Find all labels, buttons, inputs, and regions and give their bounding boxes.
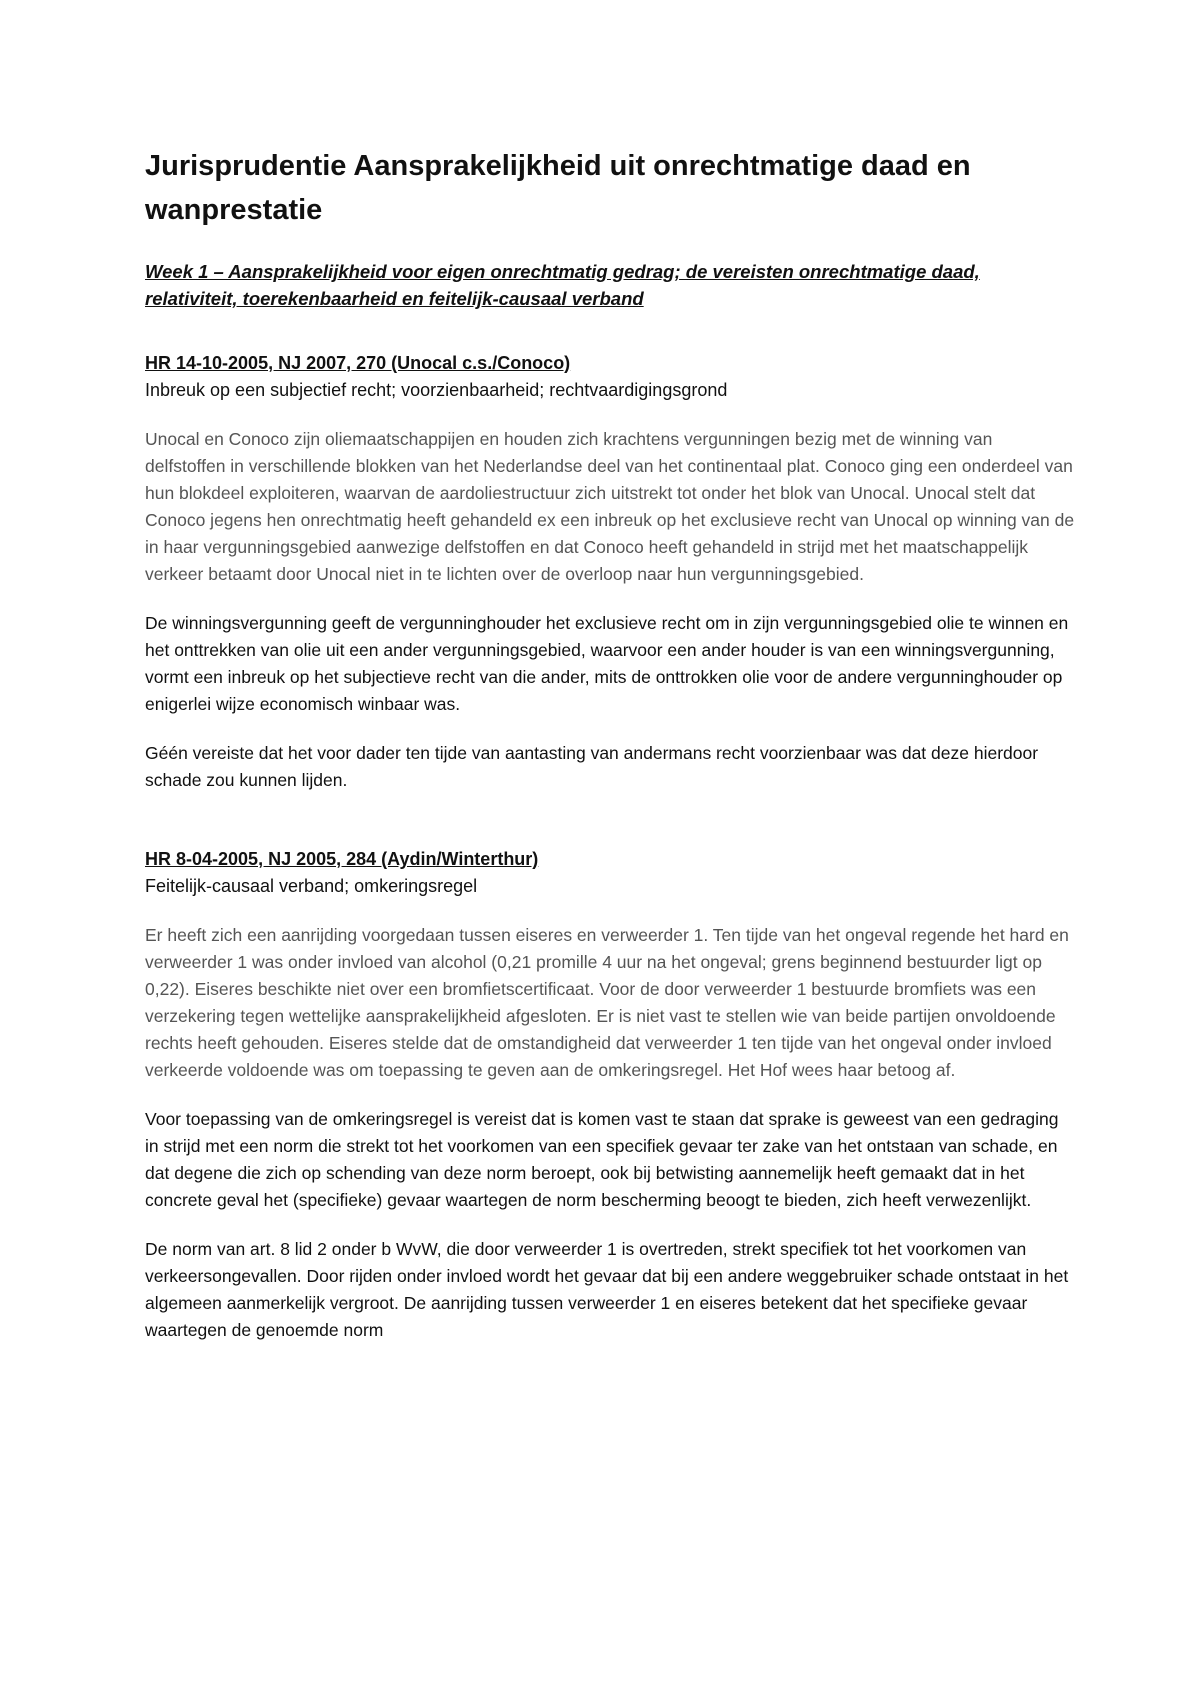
document-content [145,144,1075,1344]
case-holding: De norm van art. 8 lid 2 onder b WvW, die door verweerder 1 is overtreden, strekt specifiek tot het voorkomen van verkeersongevallen. Door rijden onder invloed wordt het gevaar dat bij een andere weggebruiker schade ontstaat in het algemeen aanmerkelijk vergroot. De aanrijding tussen verweerder 1 en eiseres betekent dat het specifieke gevaar waartegen de genoemde norm [145,1239,1069,1340]
case-title: HR 14-10-2005, NJ 2007, 270 (Unocal c.s./Conoco) [145,353,571,373]
case-holding: Voor toepassing van de omkeringsregel is vereist dat is komen vast te staan dat sprake is geweest van een gedraging in strijd met een norm die strekt tot het voorkomen van een specifiek gevaar ter zake van het ontstaan van schade, en dat degene die zich op schending van deze norm beroept, ook bij betwisting aannemelijk heeft gemaakt dat in het concrete geval het (specifieke) gevaar waartegen de norm bescherming beoogt te bieden, zich heeft verwezenlijkt. [145,1109,1059,1210]
case-subtitle: Feitelijk-causaal verband; omkeringsregel [145,876,478,896]
document-title: Jurisprudentie Aansprakelijkheid uit onrechtmatige daad en wanprestatie [145,150,971,226]
week-heading: Week 1 – Aansprakelijkheid voor eigen onrechtmatig gedrag; de vereisten onrechtmatige daad, relativiteit, toerekenbaarheid en feitelijk-causaal verband [145,261,980,309]
case-facts: Unocal en Conoco zijn oliemaatschappijen en houden zich krachtens vergunningen bezig met de winning van delfstoffen in verschillende blokken van het Nederlandse deel van het continentaal plat. Conoco ging een onderdeel van hun blokdeel exploiteren, waarvan de aardoliestructuur zich uitstrekt tot onder het blok van Unocal. Unocal stelt dat Conoco jegens hen onrechtmatig heeft gehandeld ex een inbreuk op het exclusieve recht van Unocal op winning van de in haar vergunningsgebied aanwezige delfstoffen en dat Conoco heeft gehandeld in strijd met het maatschappelijk verkeer betaamt door Unocal niet in te lichten over de overloop naar hun vergunningsgebied. [145,429,1075,584]
case-facts: Er heeft zich een aanrijding voorgedaan tussen eiseres en verweerder 1. Ten tijde van het ongeval regende het hard en verweerder 1 was onder invloed van alcohol (0,21 promille 4 uur na het ongeval; grens beginnend bestuurder ligt op 0,22). Eiseres beschikte niet over een bromfietscertificaat. Voor de door verweerder 1 bestuurde bromfiets was een verzekering tegen wettelijke aansprakelijkheid afgesloten. Er is niet vast te stellen wie van beide partijen onvoldoende rechts heeft gehouden. Eiseres stelde dat de omstandigheid dat verweerder 1 ten tijde van het ongeval onder invloed verkeerde voldoende was om toepassing te geven aan de omkeringsregel. Het Hof wees haar betoog af. [145,925,1069,1080]
case-holding: Géén vereiste dat het voor dader ten tijde van aantasting van andermans recht voorzienbaar was dat deze hierdoor schade zou kunnen lijden. [145,743,1039,790]
case-subtitle: Inbreuk op een subjectief recht; voorzienbaarheid; rechtvaardigingsgrond [145,380,728,400]
case-holding: De winningsvergunning geeft de vergunninghouder het exclusieve recht om in zijn vergunningsgebied olie te winnen en het onttrekken van olie uit een ander vergunningsgebied, waarvoor een ander houder is van een winningsvergunning, vormt een inbreuk op het subjectieve recht van die ander, mits de onttrokken olie voor de andere vergunninghouder op enigerlei wijze economisch winbaar was. [145,613,1069,714]
case-section [145,350,1075,794]
case-section [145,846,1075,1344]
case-title: HR 8-04-2005, NJ 2005, 284 (Aydin/Winterthur) [145,849,539,869]
